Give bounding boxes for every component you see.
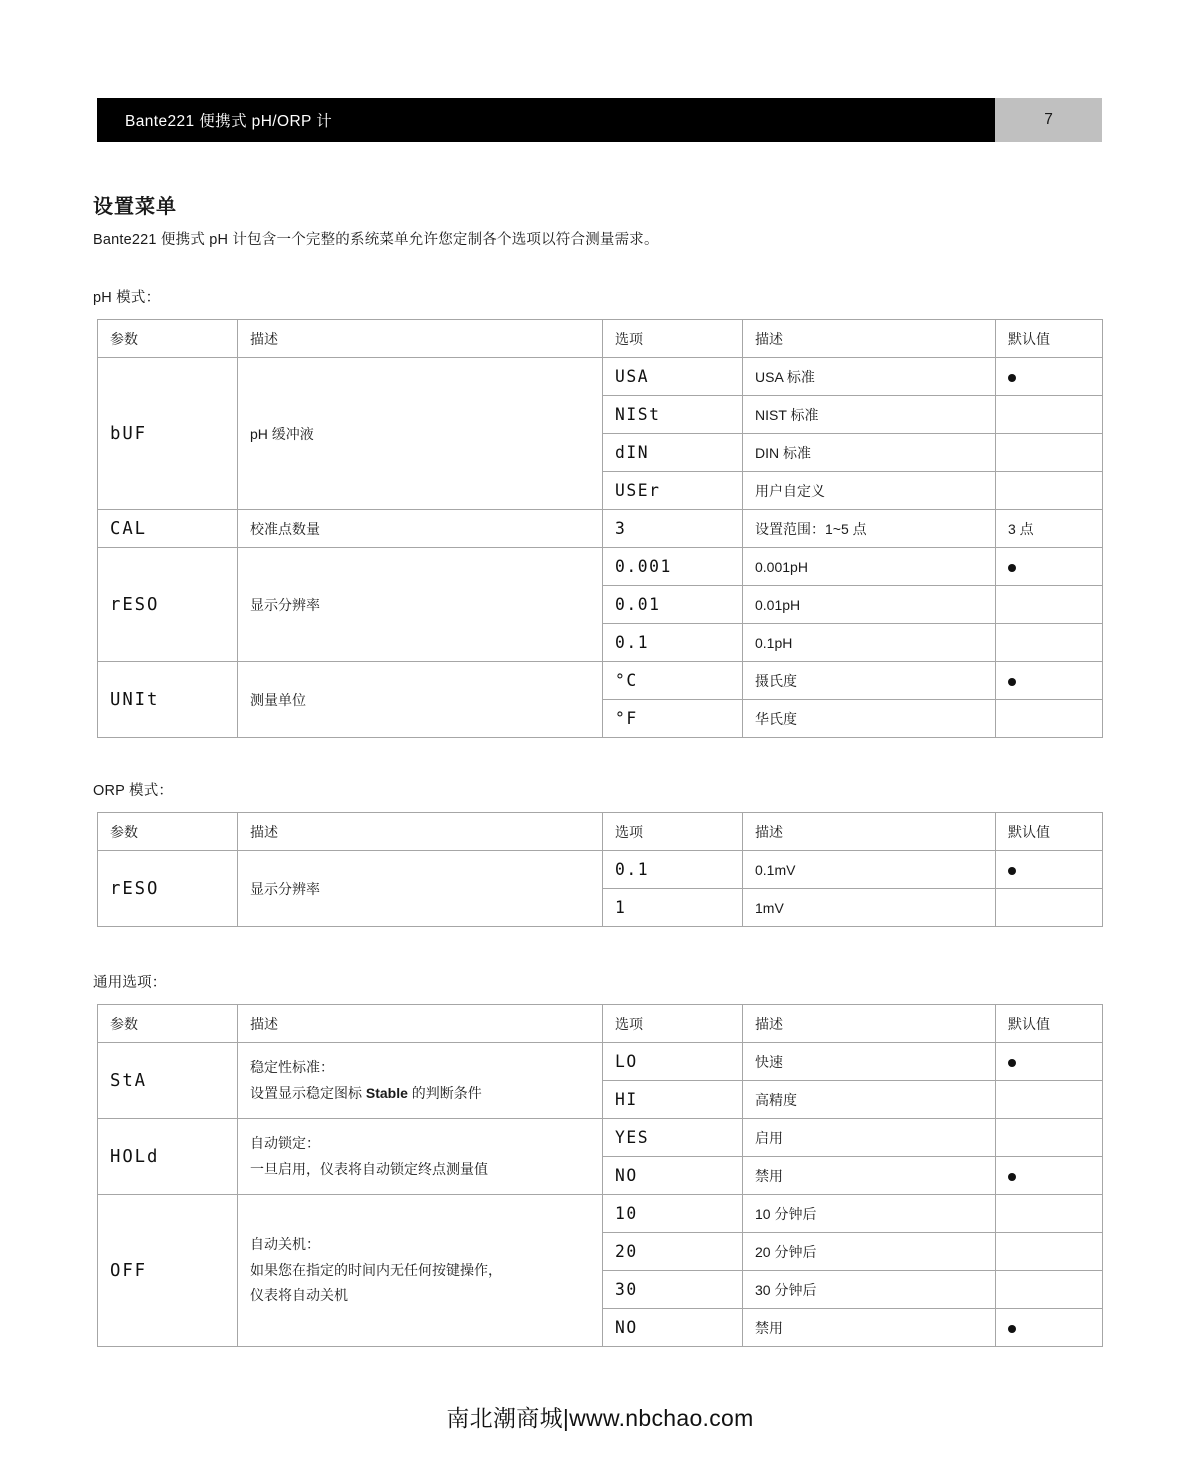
param-reso bbox=[98, 548, 238, 662]
table-header-row bbox=[98, 320, 1103, 358]
option-cell bbox=[603, 662, 743, 700]
ph-mode-table-wrap bbox=[97, 319, 1102, 738]
option-cell bbox=[603, 1119, 743, 1157]
option-cell bbox=[603, 1271, 743, 1309]
section-intro: Bante221 便携式 pH 计包含一个完整的系统菜单允许您定制各个选项以符合测量需求。 bbox=[93, 232, 659, 248]
lcd-value: °C bbox=[615, 670, 638, 691]
option-desc: 20 分钟后 bbox=[743, 1233, 996, 1271]
col-header-option: 选项 bbox=[603, 813, 743, 851]
ph-mode-table bbox=[97, 319, 1103, 738]
default-marker-cell bbox=[996, 586, 1103, 624]
option-cell bbox=[603, 510, 743, 548]
lcd-value: 20 bbox=[615, 1241, 638, 1262]
option-desc: 0.001pH bbox=[743, 548, 996, 586]
desc-cal: 校准点数量 bbox=[238, 510, 603, 548]
page-header bbox=[97, 98, 1102, 142]
lcd-value: 3 bbox=[615, 518, 627, 539]
option-desc: 30 分钟后 bbox=[743, 1271, 996, 1309]
lcd-value: UNIt bbox=[110, 689, 160, 710]
option-cell bbox=[603, 472, 743, 510]
lcd-value: °F bbox=[615, 708, 638, 729]
default-marker-cell bbox=[996, 1119, 1103, 1157]
default-marker-cell bbox=[996, 1271, 1103, 1309]
option-desc: 快速 bbox=[743, 1043, 996, 1081]
default-dot-icon bbox=[1008, 678, 1016, 686]
default-marker-cell bbox=[996, 434, 1103, 472]
col-header-desc: 描述 bbox=[238, 1005, 603, 1043]
desc-hold bbox=[238, 1119, 603, 1195]
col-header-default: 默认值 bbox=[996, 320, 1103, 358]
table-row bbox=[98, 510, 1103, 548]
lcd-value: CAL bbox=[110, 518, 147, 539]
lcd-value: StA bbox=[110, 1070, 147, 1091]
default-dot-icon bbox=[1008, 867, 1016, 875]
header-title-bar bbox=[97, 98, 995, 142]
lcd-value: NO bbox=[615, 1317, 638, 1338]
option-desc: 用户自定义 bbox=[743, 472, 996, 510]
param-off bbox=[98, 1195, 238, 1347]
param-buf bbox=[98, 358, 238, 510]
option-cell bbox=[603, 1043, 743, 1081]
lcd-value: 0.001 bbox=[615, 556, 672, 577]
table-row bbox=[98, 1195, 1103, 1233]
option-desc: USA 标准 bbox=[743, 358, 996, 396]
lcd-value: 0.1 bbox=[615, 632, 650, 653]
lcd-value: 30 bbox=[615, 1279, 638, 1300]
header-title: Bante221 便携式 pH/ORP 计 bbox=[125, 113, 333, 130]
col-header-desc: 描述 bbox=[238, 320, 603, 358]
option-desc: 高精度 bbox=[743, 1081, 996, 1119]
default-dot-icon bbox=[1008, 1059, 1016, 1067]
default-marker-cell bbox=[996, 1043, 1103, 1081]
default-marker-cell bbox=[996, 1195, 1103, 1233]
desc-text-pre: 设置显示稳定图标 bbox=[250, 1084, 366, 1101]
option-cell bbox=[603, 548, 743, 586]
desc-line: 稳定性标准： bbox=[250, 1058, 334, 1075]
param-sta bbox=[98, 1043, 238, 1119]
option-cell bbox=[603, 1233, 743, 1271]
desc-line: 仪表将自动关机 bbox=[250, 1287, 348, 1304]
default-marker-cell bbox=[996, 358, 1103, 396]
default-dot-icon bbox=[1008, 564, 1016, 572]
default-marker-cell bbox=[996, 662, 1103, 700]
option-cell bbox=[603, 1081, 743, 1119]
lcd-value: 10 bbox=[615, 1203, 638, 1224]
col-header-option: 选项 bbox=[603, 1005, 743, 1043]
lcd-value: 1 bbox=[615, 897, 627, 918]
option-cell bbox=[603, 851, 743, 889]
col-header-param: 参数 bbox=[98, 1005, 238, 1043]
option-cell bbox=[603, 434, 743, 472]
option-cell bbox=[603, 1309, 743, 1347]
param-hold bbox=[98, 1119, 238, 1195]
col-header-desc2: 描述 bbox=[743, 320, 996, 358]
lcd-value: YES bbox=[615, 1127, 650, 1148]
option-desc: 设置范围：1~5 点 bbox=[743, 510, 996, 548]
lcd-value: USEr bbox=[615, 480, 661, 501]
option-desc: 1mV bbox=[743, 889, 996, 927]
section-title: 设置菜单 bbox=[93, 196, 177, 218]
option-desc: 摄氏度 bbox=[743, 662, 996, 700]
desc-line: 一旦启用，仪表将自动锁定终点测量值 bbox=[250, 1160, 488, 1177]
lcd-value: dIN bbox=[615, 442, 650, 463]
lcd-value: 0.1 bbox=[615, 859, 650, 880]
option-desc: 启用 bbox=[743, 1119, 996, 1157]
table-row bbox=[98, 1043, 1103, 1081]
table-row bbox=[98, 548, 1103, 586]
lcd-value: LO bbox=[615, 1051, 638, 1072]
option-cell bbox=[603, 358, 743, 396]
table-row bbox=[98, 1119, 1103, 1157]
table-header-row bbox=[98, 813, 1103, 851]
option-cell bbox=[603, 889, 743, 927]
page-footer: 南北潮商城|www.nbchao.com bbox=[446, 1405, 754, 1431]
desc-line bbox=[250, 1081, 590, 1107]
desc-line: 自动锁定： bbox=[250, 1134, 320, 1151]
option-desc: 华氏度 bbox=[743, 700, 996, 738]
param-reso-orp bbox=[98, 851, 238, 927]
desc-line: 如果您在指定的时间内无任何按键操作， bbox=[250, 1261, 502, 1278]
desc-buf: pH 缓冲液 bbox=[238, 358, 603, 510]
option-cell bbox=[603, 1157, 743, 1195]
general-options-table bbox=[97, 1004, 1103, 1347]
default-marker-cell bbox=[996, 889, 1103, 927]
desc-unit: 测量单位 bbox=[238, 662, 603, 738]
table-row bbox=[98, 851, 1103, 889]
orp-mode-table-wrap bbox=[97, 812, 1102, 927]
col-header-desc2: 描述 bbox=[743, 1005, 996, 1043]
lcd-value: USA bbox=[615, 366, 650, 387]
option-desc: 0.1mV bbox=[743, 851, 996, 889]
col-header-desc: 描述 bbox=[238, 813, 603, 851]
default-marker-cell bbox=[996, 851, 1103, 889]
option-cell bbox=[603, 586, 743, 624]
default-marker-cell bbox=[996, 1233, 1103, 1271]
desc-reso: 显示分辨率 bbox=[238, 548, 603, 662]
desc-line: 自动关机： bbox=[250, 1235, 320, 1252]
default-marker-cell bbox=[996, 548, 1103, 586]
caption-orp-mode: ORP 模式： bbox=[93, 783, 174, 799]
option-cell bbox=[603, 1195, 743, 1233]
option-desc: 0.1pH bbox=[743, 624, 996, 662]
header-page-bar bbox=[995, 98, 1102, 142]
desc-sta bbox=[238, 1043, 603, 1119]
default-marker-cell bbox=[996, 472, 1103, 510]
col-header-param: 参数 bbox=[98, 320, 238, 358]
default-dot-icon bbox=[1008, 374, 1016, 382]
param-unit bbox=[98, 662, 238, 738]
option-desc: 0.01pH bbox=[743, 586, 996, 624]
col-header-desc2: 描述 bbox=[743, 813, 996, 851]
table-header-row bbox=[98, 1005, 1103, 1043]
lcd-value: NO bbox=[615, 1165, 638, 1186]
option-desc: DIN 标准 bbox=[743, 434, 996, 472]
lcd-value: HOLd bbox=[110, 1146, 160, 1167]
col-header-default: 默认值 bbox=[996, 813, 1103, 851]
table-row bbox=[98, 662, 1103, 700]
default-marker-cell bbox=[996, 1081, 1103, 1119]
option-cell bbox=[603, 396, 743, 434]
desc-reso-orp: 显示分辨率 bbox=[238, 851, 603, 927]
desc-text-post: 的判断条件 bbox=[407, 1084, 482, 1101]
option-desc: NIST 标准 bbox=[743, 396, 996, 434]
lcd-value: NISt bbox=[615, 404, 661, 425]
default-marker-cell bbox=[996, 1157, 1103, 1195]
lcd-value: bUF bbox=[110, 423, 147, 444]
default-dot-icon bbox=[1008, 1173, 1016, 1181]
default-value-cell: 3 点 bbox=[996, 510, 1103, 548]
col-header-default: 默认值 bbox=[996, 1005, 1103, 1043]
default-marker-cell bbox=[996, 700, 1103, 738]
default-marker-cell bbox=[996, 624, 1103, 662]
col-header-option: 选项 bbox=[603, 320, 743, 358]
lcd-value: OFF bbox=[110, 1260, 147, 1281]
option-cell bbox=[603, 700, 743, 738]
orp-mode-table bbox=[97, 812, 1103, 927]
default-dot-icon bbox=[1008, 1325, 1016, 1333]
default-marker-cell bbox=[996, 1309, 1103, 1347]
caption-general-options: 通用选项： bbox=[93, 975, 167, 991]
general-options-table-wrap bbox=[97, 1004, 1102, 1347]
option-desc: 禁用 bbox=[743, 1309, 996, 1347]
col-header-param: 参数 bbox=[98, 813, 238, 851]
desc-text-bold: Stable bbox=[365, 1084, 408, 1101]
lcd-value: HI bbox=[615, 1089, 638, 1110]
caption-ph-mode: pH 模式： bbox=[93, 290, 161, 306]
page-number: 7 bbox=[1044, 111, 1053, 128]
param-cal bbox=[98, 510, 238, 548]
desc-off bbox=[238, 1195, 603, 1347]
default-marker-cell bbox=[996, 396, 1103, 434]
option-desc: 10 分钟后 bbox=[743, 1195, 996, 1233]
option-cell bbox=[603, 624, 743, 662]
lcd-value: rESO bbox=[110, 878, 160, 899]
lcd-value: rESO bbox=[110, 594, 160, 615]
lcd-value: 0.01 bbox=[615, 594, 661, 615]
table-row bbox=[98, 358, 1103, 396]
option-desc: 禁用 bbox=[743, 1157, 996, 1195]
